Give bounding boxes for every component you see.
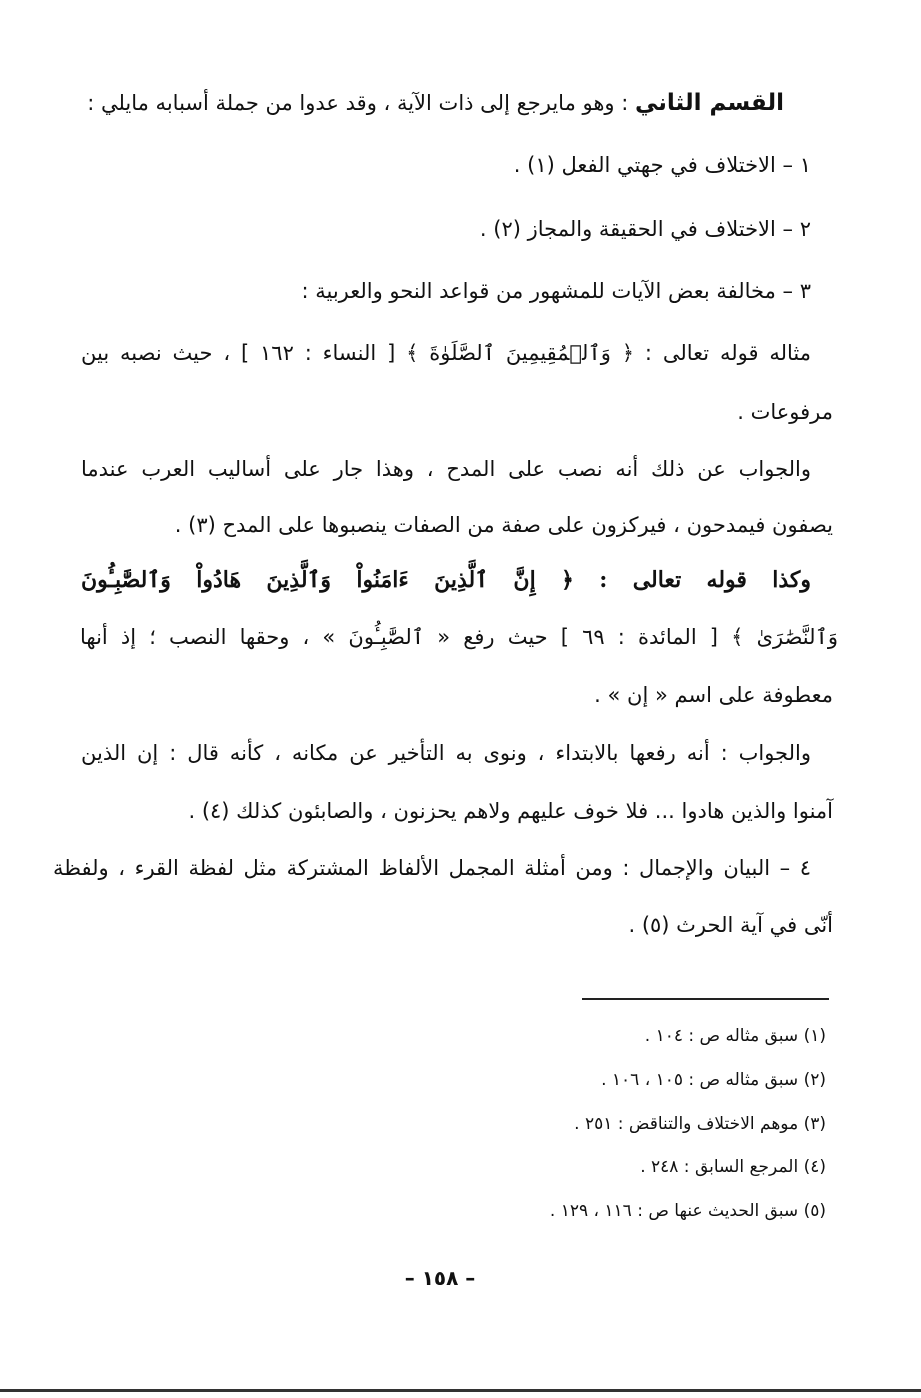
footnote-separator <box>582 998 829 1000</box>
answer-2-line-2: آمنوا والذين هادوا ... فلا خوف عليهم ولاهم يحزنون ، والصابئون كذلك (٤) . <box>188 799 833 823</box>
page-number: – ١٥٨ – <box>404 1266 476 1290</box>
example-2-line-2: وَٱلنَّصَٰرَىٰ ﴾ [ المائدة : ٦٩ ] حيث رفع « ٱلصَّٰبِـُٔونَ » ، وحقها النصب ؛ إذ أنها <box>80 625 838 649</box>
example-2-line-1: وكذا قوله تعالى : ﴿ إِنَّ ٱلَّذِينَ ءَامَنُواْ وَٱلَّذِينَ هَادُواْ وَٱلصَّٰبِـُٔونَ <box>81 567 811 593</box>
section-intro: : وهو مايرجع إلى ذات الآية ، وقد عدوا من جملة أسبابه مايلي : <box>87 91 629 115</box>
paragraph-part-two <box>84 88 784 118</box>
example-1-line-2: مرفوعات . <box>737 400 833 424</box>
page-bottom-border <box>0 1389 921 1392</box>
list-item-4-line-2: أنّى في آية الحرث (٥) . <box>628 913 833 937</box>
section-heading: القسم الثاني <box>635 90 784 116</box>
list-item-4-line-1: ٤ – البيان والإجمال : ومن أمثلة المجمل الألفاظ المشتركة مثل لفظة القرء ، ولفظة <box>53 856 811 880</box>
list-item-1: ١ – الاختلاف في جهتي الفعل (١) . <box>513 153 811 177</box>
footnote-2: (٢) سبق مثاله ص : ١٠٥ ، ١٠٦ . <box>601 1070 826 1090</box>
footnote-3: (٣) موهم الاختلاف والتناقض : ٢٥١ . <box>574 1114 826 1134</box>
list-item-3: ٣ – مخالفة بعض الآيات للمشهور من قواعد النحو والعربية : <box>301 279 811 303</box>
answer-2-line-1: والجواب : أنه رفعها بالابتداء ، ونوى به التأخير عن مكانه ، كأنه قال : إن الذين <box>81 741 811 765</box>
example-1-line-1: مثاله قوله تعالى : ﴿ وَٱلۡمُقِيمِينَ ٱلصَّلَوٰةَ ﴾ [ النساء : ١٦٢ ] ، حيث نصبه بين <box>81 341 811 365</box>
footnote-5: (٥) سبق الحديث عنها ص : ١١٦ ، ١٢٩ . <box>549 1201 826 1221</box>
example-2-line-3: معطوفة على اسم « إن » . <box>594 683 833 707</box>
footnote-4: (٤) المرجع السابق : ٢٤٨ . <box>640 1157 826 1177</box>
list-item-2: ٢ – الاختلاف في الحقيقة والمجاز (٢) . <box>479 217 811 241</box>
answer-1-line-1: والجواب عن ذلك أنه نصب على المدح ، وهذا جار على أساليب العرب عندما <box>81 457 811 481</box>
answer-1-line-2: يصفون فيمدحون ، فيركزون على صفة من الصفات ينصبوها على المدح (٣) . <box>174 513 833 537</box>
footnote-1: (١) سبق مثاله ص : ١٠٤ . <box>644 1026 826 1046</box>
